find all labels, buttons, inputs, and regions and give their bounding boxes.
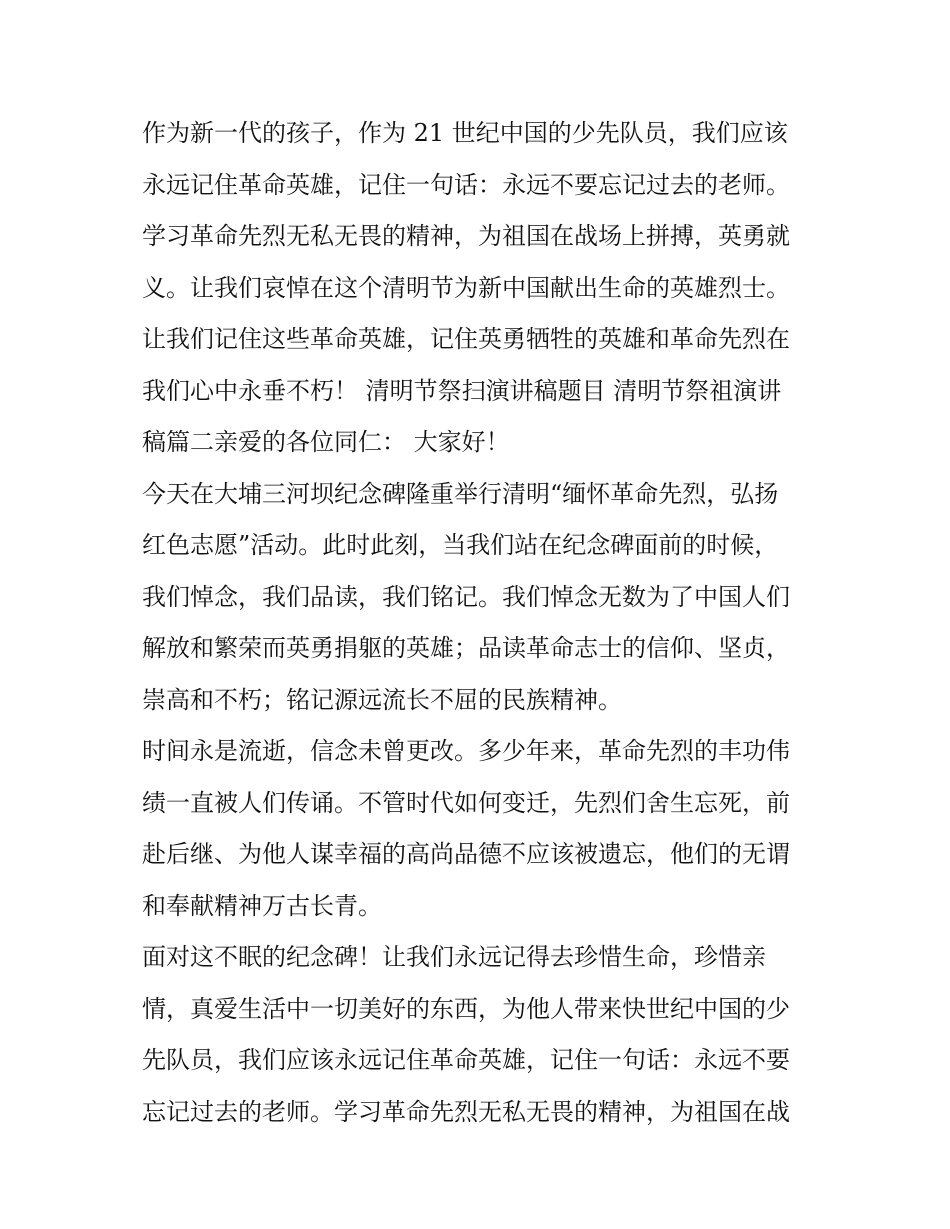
text-line: 作为新一代的孩子，作为 21 世纪中国的少先队员，我们应该 — [142, 119, 788, 147]
text-line: 稿篇二亲爱的各位同仁： 大家好！ — [142, 428, 510, 456]
text-line: 我们悼念，我们品读，我们铭记。我们悼念无数为了中国人们 — [142, 582, 790, 611]
text-line: 义。让我们哀悼在这个清明节为新中国献出生命的英雄烈士。 — [142, 273, 790, 302]
text-line: 时间永是流逝，信念未曾更改。多少年来，革命先烈的丰功伟 — [142, 737, 790, 765]
text-line: 情，真爱生活中一切美好的东西，为他人带来快世纪中国的少 — [142, 994, 790, 1023]
text-line: 解放和繁荣而英勇捐躯的英雄；品读革命志士的信仰、坚贞， — [142, 634, 790, 662]
document-body — [142, 108, 822, 1138]
text-line: 崇高和不朽；铭记源远流长不屈的民族精神。 — [142, 685, 622, 714]
text-line: 我们心中永垂不朽！ 清明节祭扫演讲稿题目 清明节祭祖演讲 — [142, 376, 782, 405]
text-line: 学习革命先烈无私无畏的精神，为祖国在战场上拼搏，英勇就 — [142, 222, 790, 250]
text-line: 赴后继、为他人谋幸福的高尚品德不应该被遗忘，他们的无谓 — [142, 840, 790, 868]
text-line: 忘记过去的老师。学习革命先烈无私无畏的精神，为祖国在战 — [142, 1097, 790, 1126]
text-line: 让我们记住这些革命英雄，记住英勇牺牲的英雄和革命先烈在 — [142, 325, 790, 353]
text-line: 面对这不眠的纪念碑！让我们永远记得去珍惜生命，珍惜亲 — [142, 943, 766, 971]
text-line: 永远记住革命英雄，记住一句话：永远不要忘记过去的老师。 — [142, 170, 790, 199]
text-line: 先队员，我们应该永远记住革命英雄，记住一句话：永远不要 — [142, 1046, 790, 1074]
text-line: 今天在大埔三河坝纪念碑隆重举行清明“缅怀革命先烈，弘扬 — [142, 479, 779, 508]
text-line: 红色志愿”活动。此时此刻，当我们站在纪念碑面前的时候， — [142, 531, 779, 559]
text-line: 绩一直被人们传诵。不管时代如何变迁，先烈们舍生忘死，前 — [142, 788, 790, 817]
text-line: 和奉献精神万古长青。 — [142, 891, 382, 920]
